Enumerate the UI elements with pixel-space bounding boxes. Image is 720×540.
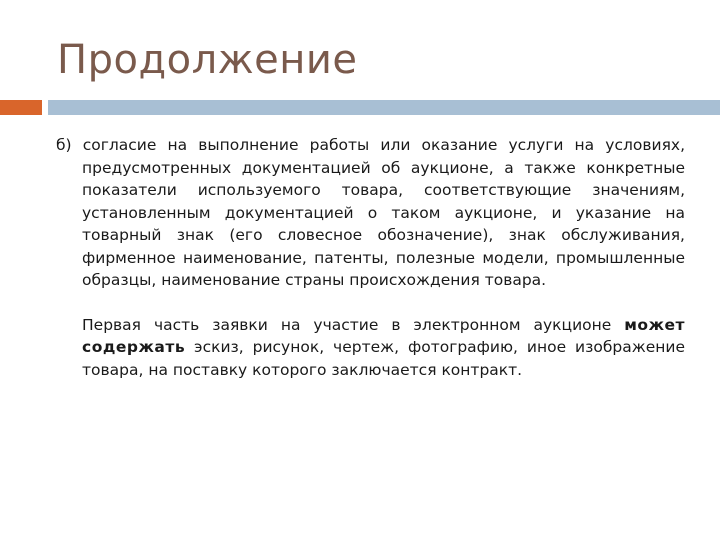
slide-title: Продолжение <box>57 37 358 83</box>
paragraph-2-emphasis: может содержать <box>82 315 685 356</box>
paragraph-2-text-end: эскиз, рисунок, чертеж, фотографию, иное изображение товара, на поставку которого заключается контракт. <box>82 338 685 379</box>
accent-bar-orange <box>0 100 42 115</box>
body-paragraph-1: б) согласие на выполнение работы или оказание услуги на условиях, предусмотренных документацией об аукционе, а также конкретные показатели используемого товара, соответствующие значениям, установленным документацией о таком аукционе, и указание на товарный знак (его словесное обозначение), знак обслуживания, фирменное наименование, патенты, полезные модели, промышленные образцы, наименование страны происхождения товара. <box>56 136 685 289</box>
slide-body <box>56 134 685 381</box>
paragraph-2-text-start: Первая часть заявки на участие в электронном аукционе <box>82 315 625 334</box>
body-paragraph-2 <box>56 314 685 382</box>
accent-bar-blue <box>48 100 720 115</box>
